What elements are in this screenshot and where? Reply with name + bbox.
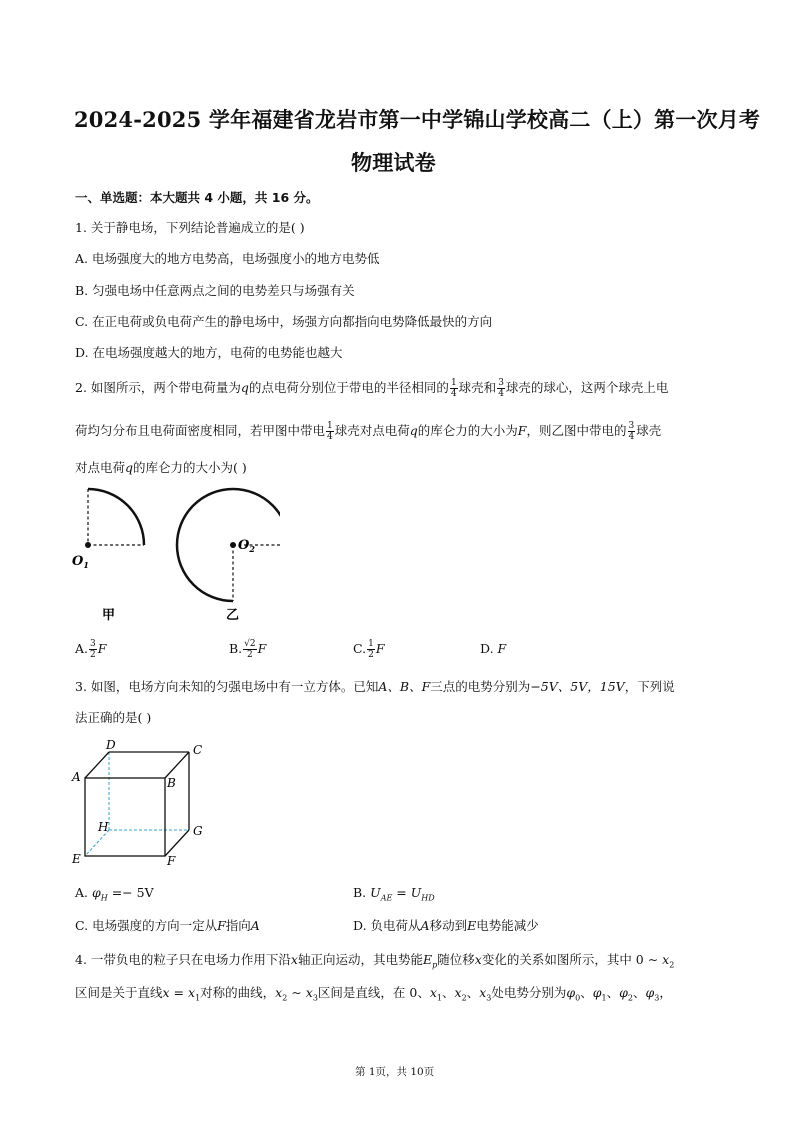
label-e: E (72, 852, 81, 866)
fraction-one-quarter: $\frac{1}{4}$ (450, 378, 457, 399)
label-b: B (167, 776, 176, 790)
q1-option-b: B. 匀强电场中任意两点之间的电势差只与场强有关 (75, 283, 355, 298)
q3-option-a: A. $\varphi_H =- 5V$ (75, 885, 154, 903)
q4-line-2: 区间是关于直线$x = x_1$对称的曲线，$x_2$ ∼ $x_3$区间是直线，在 0、$x_1$、$x_2$、$x_3$处电势分别为$\varphi_0$、$\varphi_1$、$\varphi_2$、$\varphi_3$， (75, 985, 672, 1003)
q3-line-2: 法正确的是( ) (75, 710, 152, 725)
q2-option-c: C. $\frac{1}{2}$ F (353, 639, 385, 660)
q2-line-2: 荷均匀分布且电荷面密度相同，若甲图中带电 $\frac{1}{4}$ 球壳对点电荷q的库仑力的大小为F，则乙图中带电的 $\frac{3}{4}$ 球壳 (75, 421, 662, 442)
point-charge-o2 (230, 542, 236, 548)
label-h: H (98, 820, 109, 834)
edge-bc (165, 752, 189, 778)
page-footer: 第 1页，共 10页 (355, 1066, 435, 1078)
q3-option-c: C. 电场强度的方向一定从F指向A (75, 918, 260, 933)
label-g: G (193, 824, 203, 838)
q3-option-b: B. $U_{AE} = U_{HD}$ (353, 885, 435, 903)
q1-option-c: C. 在正电荷或负电荷产生的静电场中，场强方向都指向电势降低最快的方向 (75, 314, 493, 329)
label-o1: $O_1$ (72, 554, 89, 570)
quarter-shell-arc (88, 489, 144, 545)
point-charge-o1 (85, 542, 91, 548)
q1-stem: 1. 关于静电场，下列结论普遍成立的是( ) (75, 220, 305, 235)
label-f: F (167, 854, 176, 868)
section-heading: 一、单选题：本大题共 4 小题，共 16 分。 (75, 190, 319, 205)
label-o2: $O_2$ (238, 538, 255, 554)
q2-option-b: B. $\frac{√2}{2}$ F (229, 639, 267, 660)
q3-line-1: 3. 如图，电场方向未知的匀强电场中有一立方体。已知A、B、F三点的电势分别为−5V、5V，15V，下列说 (75, 679, 675, 694)
label-d: D (106, 738, 116, 752)
q2-line-1: 2. 如图所示，两个带电荷量为q的点电荷分别位于带电的半径相同的 $\frac{1}{4}$ 球壳和 $\frac{3}{4}$ 球壳的球心，这两个球壳上电 (75, 378, 669, 399)
title-line-1: 2024-2025 学年福建省龙岩市第一中学锦山学校高二（上）第一次月考 (74, 107, 761, 132)
label-yi: 乙 (226, 608, 240, 623)
q1-option-a: A. 电场强度大的地方电势高，电场强度小的地方电势低 (75, 251, 380, 266)
q3-option-d: D. 负电荷从A移动到E电势能减少 (353, 918, 539, 933)
edge-fg (165, 830, 189, 856)
q4-line-1: 4. 一带负电的粒子只在电场力作用下沿x轴正向运动，其电势能$E_p$随位移x变化的关系如图所示，其中 0 ∼ $x_2$ (75, 952, 675, 970)
label-jia: 甲 (102, 608, 116, 623)
edge-ad (85, 752, 109, 778)
label-a: A (72, 770, 81, 784)
q3-cube-figure (68, 736, 218, 871)
three-quarter-shell-arc (177, 489, 280, 601)
q2-line-3: 对点电荷q的库仑力的大小为( ) (75, 460, 247, 475)
label-c: C (193, 743, 203, 757)
title-line-2: 物理试卷 (351, 150, 436, 175)
front-face (85, 778, 165, 856)
q2-option-a: A. $\frac{3}{2}$ F (75, 639, 107, 660)
q2-figure (60, 482, 280, 632)
q1-option-d: D. 在电场强度越大的地方，电荷的电势能也越大 (75, 345, 343, 360)
fraction-three-quarters: $\frac{3}{4}$ (498, 378, 504, 399)
q2-option-d: D. F (480, 641, 507, 656)
